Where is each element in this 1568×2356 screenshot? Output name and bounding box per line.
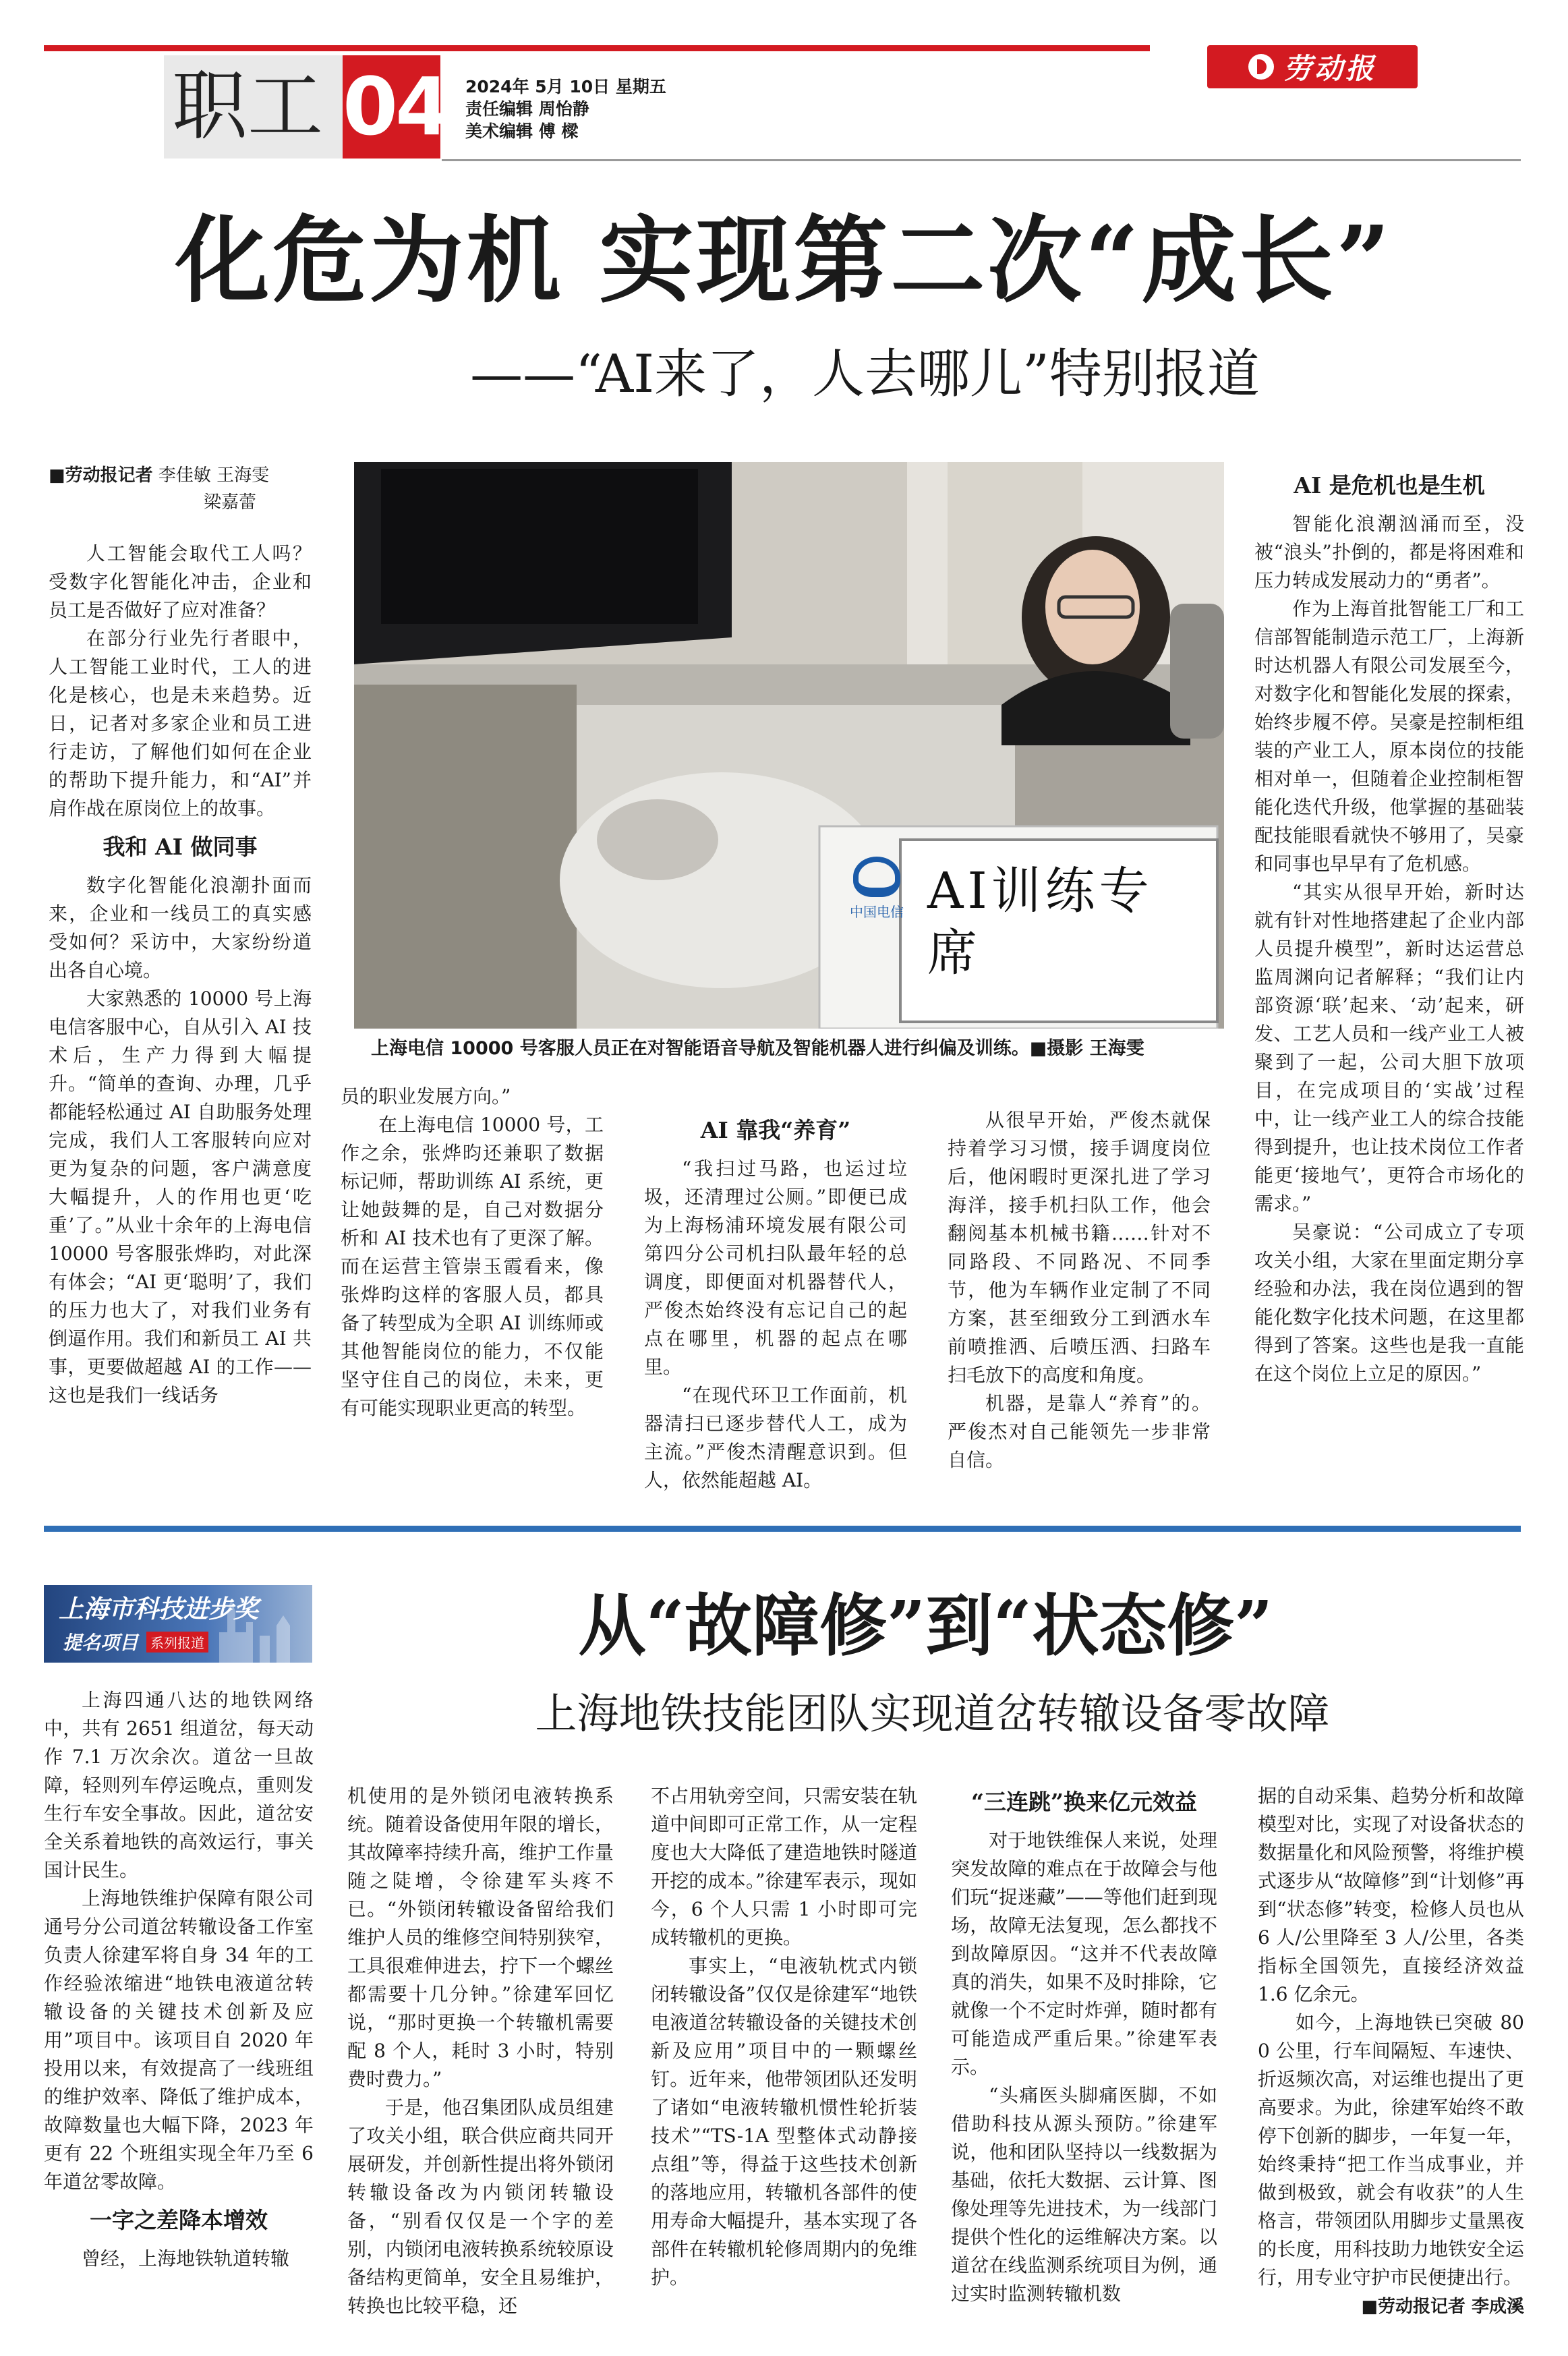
subheading-colleague: 我和 AI 做同事 (103, 834, 258, 860)
story2-col2 (347, 1782, 614, 2320)
badge-sub: 提名项目 (63, 1632, 139, 1654)
news-photo (354, 462, 1224, 1029)
byline-names: 李佳敏 王海雯 (158, 465, 270, 486)
page-number: 04 (343, 60, 448, 153)
story2-byline: ■劳动报记者 李成溪 (1361, 2297, 1524, 2317)
paragraph: 数字化智能化浪潮扑面而来，企业和一线员工的真实感受如何？采访中，大家纷纷道出各自心境。 (49, 874, 312, 981)
story1-col2 (341, 1083, 604, 1423)
paragraph: 曾经，上海地铁轨道转辙 (82, 2247, 290, 2270)
paragraph: 事实上，“电液轨枕式内锁闭转辙设备”仅仅是徐建军“地铁电液道岔转辙设备的关键技术创新及应用”项目中的一颗螺丝钉。近年来，他带领团队还发明了诸如“电液转辙机惯性轮折装技术”“TS-1A 型整体式动静接点组”等，得益于这些技术创新的落地应用，转辙机各部件的使用寿命大幅提升，基本实现了各部件在转辙机轮修周期内的免维护。 (651, 1955, 917, 2289)
story1-subhead: ——“AI来了，人去哪儿”特别报道 (470, 344, 1260, 405)
story2-subhead: 上海地铁技能团队实现道岔转辙设备零故障 (535, 1689, 1330, 1738)
photo-caption: 上海电信 10000 号客服人员正在对智能语音导航及智能机器人进行纠偏及训练。■摄影 王海雯 (371, 1038, 1144, 1059)
masthead-grey-rule (442, 159, 1521, 161)
story2-col4 (951, 1782, 1217, 2308)
paragraph: 不占用轨旁空间，只需安装在轨道中间即可正常工作，从一定程度也大大降低了建造地铁时隧道开挖的成本。”徐建军表示，现如今，6 个人只需 1 小时即可完成转辙机的更换。 (651, 1785, 917, 1949)
paragraph: 在部分行业先行者眼中，人工智能工业时代，工人的进化是核心，也是未来趋势。近日，记者对多家企业和员工进行走访，了解他们如何在企业的帮助下提升能力，和“AI”并肩作战在原岗位上的故事。 (49, 627, 312, 820)
ai-training-desk-sign: AI训练专席 (927, 862, 1153, 982)
byline-label: ■劳动报记者 (49, 465, 153, 486)
paragraph: 智能化浪潮汹涌而至，没被“浪头”扑倒的，都是将困难和压力转成发展动力的“勇者”。 (1254, 513, 1524, 592)
subheading-triple-jump: “三连跳”换来亿元效益 (971, 1789, 1197, 1815)
issue-date: 2024年 5月 10日 星期五 (465, 77, 666, 96)
story1-headline: 化危为机 实现第二次“成长” (175, 206, 1393, 316)
paragraph: 如今，上海地铁已突破 800 公里，行车间隔短、车速快、折返频次高，对运维也提出了更高要求。为此，徐建军始终不敢停下创新的脚步，一年复一年，始终秉持“把工作当成事业，并做到极致，就会有收获”的人生格言，带领团队用脚步丈量黑夜的长度，用科技助力地铁安全运行，用专业守护市民便捷出行。 (1258, 2011, 1524, 2289)
story2-col3 (651, 1782, 917, 2292)
top-red-rule (44, 45, 1150, 51)
story1-col3 (644, 1106, 907, 1495)
responsible-editor: 责任编辑 周怡静 (465, 99, 589, 119)
paragraph: 据的自动采集、趋势分析和故障模型对比，实现了对设备状态的数据量化和风险预警，将维护模式逐步从“故障修”到“计划修”再到“状态修”转变，检修人员也从 6 人/公里降至 3 人/公里，各类指标全国领先，直接经济效益 1.6 亿余元。 (1258, 1785, 1524, 2005)
story2-col1 (44, 1686, 314, 2273)
paper-name: 劳动报 (1283, 52, 1376, 85)
paragraph: 吴豪说：“公司成立了专项攻关小组，大家在里面定期分享经验和办法，我在岗位遇到的智能化数字化技术问题，在这里都得到了答案。这些也是我一直能在这个岗位上立足的原因。” (1254, 1221, 1524, 1385)
paragraph: “在现代环卫工作面前，机器清扫已逐步替代人工，成为主流。”严俊杰清醒意识到。但人，依然能超越 AI。 (644, 1384, 907, 1491)
story1-col1 (49, 540, 312, 1410)
paragraph: 对于地铁维保人来说，处理突发故障的难点在于故障会与他们玩“捉迷藏”——等他们赶到现场，故障无法复现，怎么都找不到故障原因。“这并不代表故障真的消失，如果不及时排除，它就像一个不定时炸弹，随时都有可能造成严重后果。”徐建军表示。 (951, 1829, 1217, 2078)
telecom-logo-icon (853, 857, 900, 897)
subheading-nurture: AI 靠我“养育” (700, 1117, 851, 1143)
paragraph: 机使用的是外锁闭电液转换系统。随着设备使用年限的增长，其故障率持续升高，维护工作量随之陡增，令徐建军头疼不已。“外锁闭转辙设备留给我们维护人员的维修空间特别狭窄，工具很难伸进去，拧下一个螺丝都需要十几分钟。”徐建军回忆说，“那时更换一个转辙机需要配 8 个人，耗时 3 小时，特别费时费力。” (347, 1785, 614, 2090)
paragraph: 上海四通八达的地铁网络中，共有 2651 组道岔，每天动作 7.1 万次余次。道岔一旦故障，轻则列车停运晚点，重则发生行车安全事故。因此，道岔安全关系着地铁的高效运行，事关国计民生。 (44, 1689, 314, 1881)
paper-logo (1207, 45, 1418, 88)
badge-title: 上海市科技进步奖 (59, 1594, 258, 1624)
byline-names-2: 梁嘉蕾 (204, 492, 257, 513)
story1-col5 (1254, 465, 1524, 1388)
story2-col5 (1258, 1782, 1524, 2320)
paragraph: 于是，他召集团队成员组建了攻关小组，联合供应商共同开展研发，并创新性提出将外锁闭转辙设备改为内锁闭转辙设备，“别看仅仅是一个字的差别，内锁闭电液转换系统较原设备结构更简单，安全且易维护，转换也比较平稳，还 (347, 2096, 614, 2317)
section-label: 职工 (172, 63, 323, 150)
story1-col4 (948, 1106, 1211, 1474)
art-editor: 美术编辑 傅 樑 (465, 121, 579, 141)
paragraph: “其实从很早开始，新时达就有针对性地搭建起了企业内部人员提升模型”，新时达运营总监周渊向记者解释；“我们让内部资源‘联’起来、‘动’起来，研发、工艺人员和一线产业工人被聚到了一起，公司大胆下放项目，在完成项目的‘实战’过程中，让一线产业工人的综合技能得到提升，也让技术岗位工作者能更‘接地气’，更符合市场化的需求。” (1254, 881, 1524, 1215)
subheading-crisis: AI 是危机也是生机 (1294, 472, 1485, 498)
paragraph: “我扫过马路，也运过垃圾，还清理过公厕。”即便已成为上海杨浦环境发展有限公司第四分公司机扫队最年轻的总调度，即便面对机器替代人，严俊杰始终没有忘记自己的起点在哪里，机器的起点在哪里。 (644, 1157, 907, 1378)
story2-headline: 从“故障修”到“状态修” (578, 1586, 1273, 1665)
paragraph: 员的职业发展方向。” (341, 1085, 511, 1108)
paragraph: 作为上海首批智能工厂和工信部智能制造示范工厂，上海新时达机器人有限公司发展至今，对数字化和智能化发展的探索，始终步履不停。吴豪是控制柜组装的产业工人，原本岗位的技能相对单一，但随着企业控制柜智能化迭代升级，他掌握的基础装配技能眼看就快不够用了，吴豪和同事也早早有了危机感。 (1254, 598, 1524, 875)
story1-byline (49, 462, 318, 516)
edition-info (465, 76, 666, 142)
paragraph: 从很早开始，严俊杰就保持着学习习惯，接手调度岗位后，他闲暇时更深扎进了学习海洋，接手机扫队工作，他会翻阅基本机械书籍……针对不同路段、不同路况、不同季节，他为车辆作业定制了不同方案，甚至细致分工到洒水车前喷推洒、后喷压洒、扫路车扫毛放下的高度和角度。 (948, 1109, 1211, 1386)
paragraph: 人工智能会取代工人吗？受数字化智能化冲击，企业和员工是否做好了应对准备？ (49, 542, 312, 621)
paragraph: 在上海电信 10000 号，工作之余，张烨昀还兼职了数据标记师，帮助训练 AI 系统，更让她鼓舞的是，自己对数据分析和 AI 技术也有了更深了解。而在运营主管崇玉霞看来，像张烨昀这样的客服人员，都具备了转型成为全职 AI 训练师或其他智能岗位的能力，不仅能坚守住自己的岗位，未来，更有可能实现职业更高的转型。 (341, 1114, 604, 1419)
paragraph: 上海地铁维护保障有限公司通号分公司道岔转辙设备工作室负责人徐建军将自身 34 年的工作经验浓缩进“地铁电液道岔转辙设备的关键技术创新及应用”项目中。该项目自 2020 年投用以来，有效提高了一线班组的维护效率、降低了维护成本，故障数量也大幅下降，2023 年更有 22 个班组实现全年乃至 6 年道岔零故障。 (44, 1887, 314, 2193)
paragraph: “头痛医头脚痛医脚，不如借助科技从源头预防。”徐建军说，他和团队坚持以一线数据为基础，依托大数据、云计算、图像处理等先进技术，为一线部门提供个性化的运维解决方案。以道岔在线监测系统项目为例，通过实时监测转辙机数 (951, 2084, 1217, 2305)
section-divider (44, 1526, 1521, 1532)
subheading-one-word: 一字之差降本增效 (90, 2207, 268, 2233)
badge-tag: 系列报道 (146, 1632, 208, 1653)
paragraph: 机器，是靠人“养育”的。严俊杰对自己能领先一步非常自信。 (948, 1392, 1211, 1471)
china-telecom-logo (846, 857, 907, 921)
paragraph: 大家熟悉的 10000 号上海电信客服中心，自从引入 AI 技术后，生产力得到大幅提升。“简单的查询、办理，几乎都能轻松通过 AI 自助服务处理完成，我们人工客服转向应对更为复杂的问题，客户满意度大幅提升，人的作用也更‘吃重’了。”从业十余年的上海电信 10000 号客服张烨昀，对此深有体会；“AI 更‘聪明’了，我们的压力也大了，对我们业务有倒逼作用。我们和新员工 AI 共事，更要做超越 AI 的工作——这也是我们一线话务 (49, 987, 312, 1406)
logo-mark-icon (1248, 54, 1274, 80)
telecom-logo-text: 中国电信 (850, 904, 904, 920)
